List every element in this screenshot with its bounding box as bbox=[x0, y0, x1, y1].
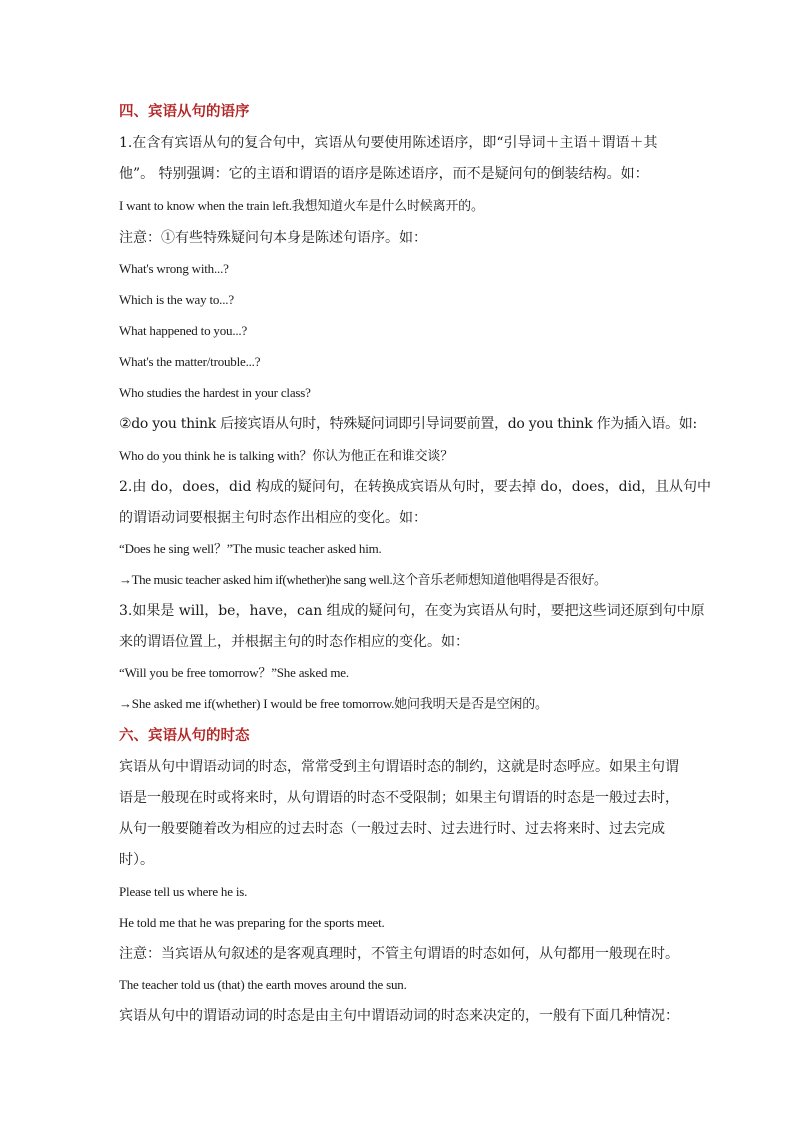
section-four-heading: 四、宾语从句的语序 bbox=[119, 103, 250, 120]
note2-example: Who do you think he is talking with？你认为他正在和谁交谈？ bbox=[119, 448, 454, 463]
rule2-line1: 2.由 do，does，did 构成的疑问句，在转换成宾语从句时，要去掉 do，does，did，且从句中 bbox=[119, 479, 712, 495]
rule3-example2: →She asked me if(whether) I would be free tomorrow.她问我明天是否是空闲的。 bbox=[119, 696, 548, 711]
section-six-heading: 六、宾语从句的时态 bbox=[119, 727, 250, 744]
rule1-line2: 他”。 特别强调：它的主语和谓语的语序是陈述语序，而不是疑问句的倒装结构。如： bbox=[119, 166, 649, 182]
tense-para-line4: 时）。 bbox=[119, 852, 154, 868]
tense-para-line2: 语是一般现在时或将来时，从句谓语的时态不受限制；如果主句谓语的时态是一般过去时， bbox=[119, 790, 679, 806]
tense-para-line3: 从句一般要随着改为相应的过去时态（一般过去时、过去进行时、过去将来时、过去完成 bbox=[119, 821, 665, 837]
special-question-4: What's the matter/trouble...? bbox=[119, 354, 261, 369]
tense-closing: 宾语从句中的谓语动词的时态是由主句中谓语动词的时态来决定的，一般有下面几种情况： bbox=[119, 1008, 679, 1024]
tense-para-line1: 宾语从句中谓语动词的时态，常常受到主句谓语时态的制约，这就是时态呼应。如果主句谓 bbox=[119, 759, 679, 775]
rule3-example1: “Will you be free tomorrow？”She asked me. bbox=[119, 665, 349, 680]
tense-example1: Please tell us where he is. bbox=[119, 884, 248, 899]
tense-example2: He told me that he was preparing for the sports meet. bbox=[119, 915, 385, 930]
note2-text: ②do you think 后接宾语从句时，特殊疑问词即引导词要前置，do you think 作为插入语。如: bbox=[119, 416, 697, 432]
rule3-line1: 3.如果是 will，be，have，can 组成的疑问句，在变为宾语从句时，要把这些词还原到句中原 bbox=[119, 603, 705, 619]
special-question-5: Who studies the hardest in your class? bbox=[119, 385, 311, 400]
tense-note: 注意：当宾语从句叙述的是客观真理时，不管主句谓语的时态如何，从句都用一般现在时。 bbox=[119, 946, 679, 962]
example-sentence: I want to know when the train left.我想知道火车是什么时候离开的。 bbox=[119, 198, 484, 213]
rule1-line1: 1.在含有宾语从句的复合句中，宾语从句要使用陈述语序，即“引导词＋主语＋谓语＋其 bbox=[119, 135, 658, 151]
rule3-line2: 来的谓语位置上，并根据主句的时态作相应的变化。如： bbox=[119, 634, 469, 650]
special-question-1: What's wrong with...? bbox=[119, 261, 229, 276]
note1-text: 注意：①有些特殊疑问句本身是陈述句语序。如： bbox=[119, 230, 427, 246]
rule2-example2: →The music teacher asked him if(whether)he sang well.这个音乐老师想知道他唱得是否很好。 bbox=[119, 572, 607, 587]
rule2-example1: “Does he sing well？”The music teacher asked him. bbox=[119, 541, 382, 556]
special-question-3: What happened to you...? bbox=[119, 323, 248, 338]
special-question-2: Which is the way to...? bbox=[119, 292, 234, 307]
rule2-line2: 的谓语动词要根据主句时态作出相应的变化。如： bbox=[119, 510, 427, 526]
tense-note-example: The teacher told us (that) the earth moves around the sun. bbox=[119, 977, 407, 992]
